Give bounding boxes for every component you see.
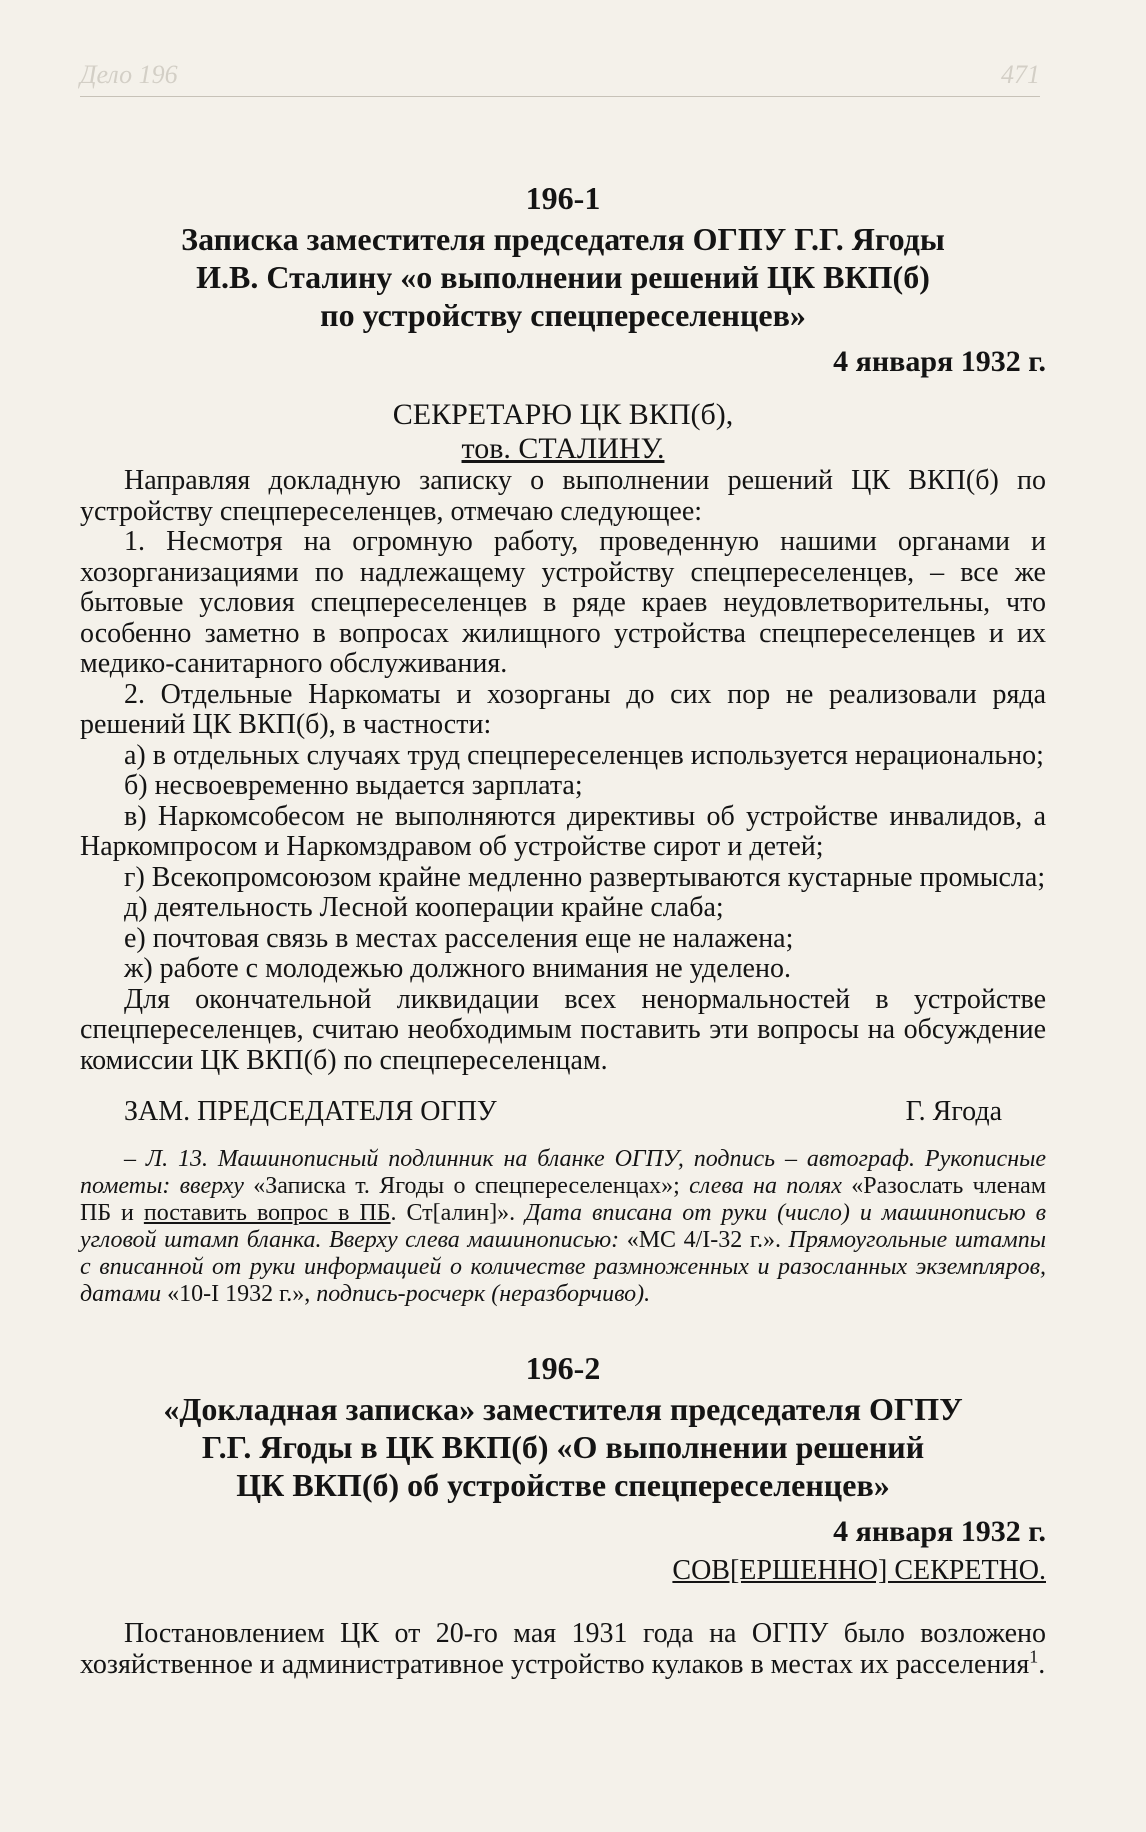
secrecy-text: СОВ[ЕРШЕННО] СЕКРЕТНО. <box>672 1555 1046 1586</box>
paragraph: г) Всекопромсоюзом крайне медленно развертываются кустарные промысла; <box>124 861 1046 893</box>
doc1-signature <box>80 1096 1046 1128</box>
header-rule <box>80 96 1040 97</box>
paragraph: ж) работе с молодежью должного внимания не уделено. <box>124 953 791 984</box>
paragraph: д) деятельность Лесной кооперации крайне слаба; <box>124 892 724 923</box>
secrecy-stamp <box>80 1554 1046 1588</box>
paragraph: Направляя докладную записку о выполнении решений ЦК ВКП(б) по устройству спецпереселенцев, отмечаю следующее: <box>80 465 1046 527</box>
paragraph: 1. Несмотря на огромную работу, проведенную нашими органами и хозорганизациями по надлежащему устройству спецпереселенцев, – все же бытовые условия спецпереселенцев в ряде краев неудовлетворительны, что особенно заметно в вопросах жилищного устройства спецпереселенцев и их медико-санитарного обслуживания. <box>80 526 1046 679</box>
note-part: подпись-росчерк (неразборчиво). <box>316 1281 651 1307</box>
note-part: «10-I 1932 г.», <box>167 1281 317 1307</box>
doc1-body <box>80 466 1046 1076</box>
archival-note <box>80 1146 1046 1308</box>
paragraph: 2. Отдельные Наркоматы и хозорганы до сих пор не реализовали ряда решений ЦК ВКП(б), в частности: <box>80 678 1046 740</box>
doc2-intro <box>80 1618 1046 1680</box>
signature-position: ЗАМ. ПРЕДСЕДАТЕЛЯ ОГПУ <box>124 1096 497 1127</box>
note-part: «Записка т. Ягоды о спецпереселенцах»; <box>253 1173 690 1199</box>
doc2-title-line: ЦК ВКП(б) об устройстве спецпереселенцев» <box>236 1467 890 1503</box>
bleed-right-text: 471 <box>1001 60 1040 89</box>
addressee-line-2: тов. СТАЛИНУ. <box>461 432 665 465</box>
intro-text: Постановлением ЦК от 20-го мая 1931 года на ОГПУ было возложено хозяйственное и административное устройство кулаков в местах их расселения <box>80 1618 1046 1680</box>
doc2-title-line: Г.Г. Ягоды в ЦК ВКП(б) «О выполнении решений <box>201 1429 925 1465</box>
doc2-title <box>80 1390 1046 1504</box>
intro-end: . <box>1038 1649 1046 1680</box>
doc1-title-line: по устройству спецпереселенцев» <box>320 297 806 333</box>
note-part: поставить вопрос в ПБ <box>143 1200 391 1226</box>
bleed-through-header <box>80 60 1040 90</box>
note-part: «МС 4/I-32 г.». <box>626 1227 789 1253</box>
doc1-number: 196-1 <box>525 180 601 216</box>
addressee-line-1: СЕКРЕТАРЮ ЦК ВКП(б), <box>392 398 734 431</box>
paragraph: а) в отдельных случаях труд спецпереселенцев используется нерационально; <box>124 739 1044 771</box>
bleed-left-text: Дело 196 <box>80 60 178 89</box>
signature-name: Г. Ягода <box>905 1096 1002 1127</box>
note-part: Прямоугольные штампы с вписанной от руки информацией о количестве размноженных и разосланных экземпляров, датами <box>80 1227 1047 1307</box>
footnote-mark: 1 <box>1029 1646 1039 1667</box>
doc1-addressee <box>80 398 1046 466</box>
note-part: – Л. 13. Машинописный подлинник на бланке ОГПУ, подпись – автограф. Рукописные пометы: вверху <box>80 1146 1046 1199</box>
doc1-title-line: Записка заместителя председателя ОГПУ Г.Г. Ягоды <box>181 221 945 257</box>
paragraph: б) несвоевременно выдается зарплата; <box>124 770 583 801</box>
doc1-date: 4 января 1932 г. <box>833 345 1046 378</box>
doc2-date: 4 января 1932 г. <box>833 1515 1046 1548</box>
doc1-title <box>80 220 1046 334</box>
note-part: слева на полях <box>689 1173 852 1199</box>
note-part: Дата вписана от руки (число) и машинописью в угловой штамп бланка. Вверху слева машинописью: <box>80 1200 1046 1253</box>
note-part: «Разослать членам ПБ и <box>80 1173 1047 1226</box>
doc1-title-line: И.В. Сталину «о выполнении решений ЦК ВКП(б) <box>196 259 930 295</box>
paragraph: Для окончательной ликвидации всех ненормальностей в устройстве спецпереселенцев, считаю необходимым поставить эти вопросы на обсуждение комиссии ЦК ВКП(б) по спецпереселенцам. <box>80 983 1046 1076</box>
paragraph: в) Наркомсобесом не выполняются директивы об устройстве инвалидов, а Наркомпросом и Наркомздравом об устройстве сирот и детей; <box>80 800 1046 862</box>
doc2-title-line: «Докладная записка» заместителя председателя ОГПУ <box>163 1391 963 1427</box>
doc2-number: 196-2 <box>525 1350 601 1386</box>
note-part: . Ст[алин]». <box>390 1200 526 1226</box>
paragraph: е) почтовая связь в местах расселения еще не налажена; <box>124 922 794 954</box>
